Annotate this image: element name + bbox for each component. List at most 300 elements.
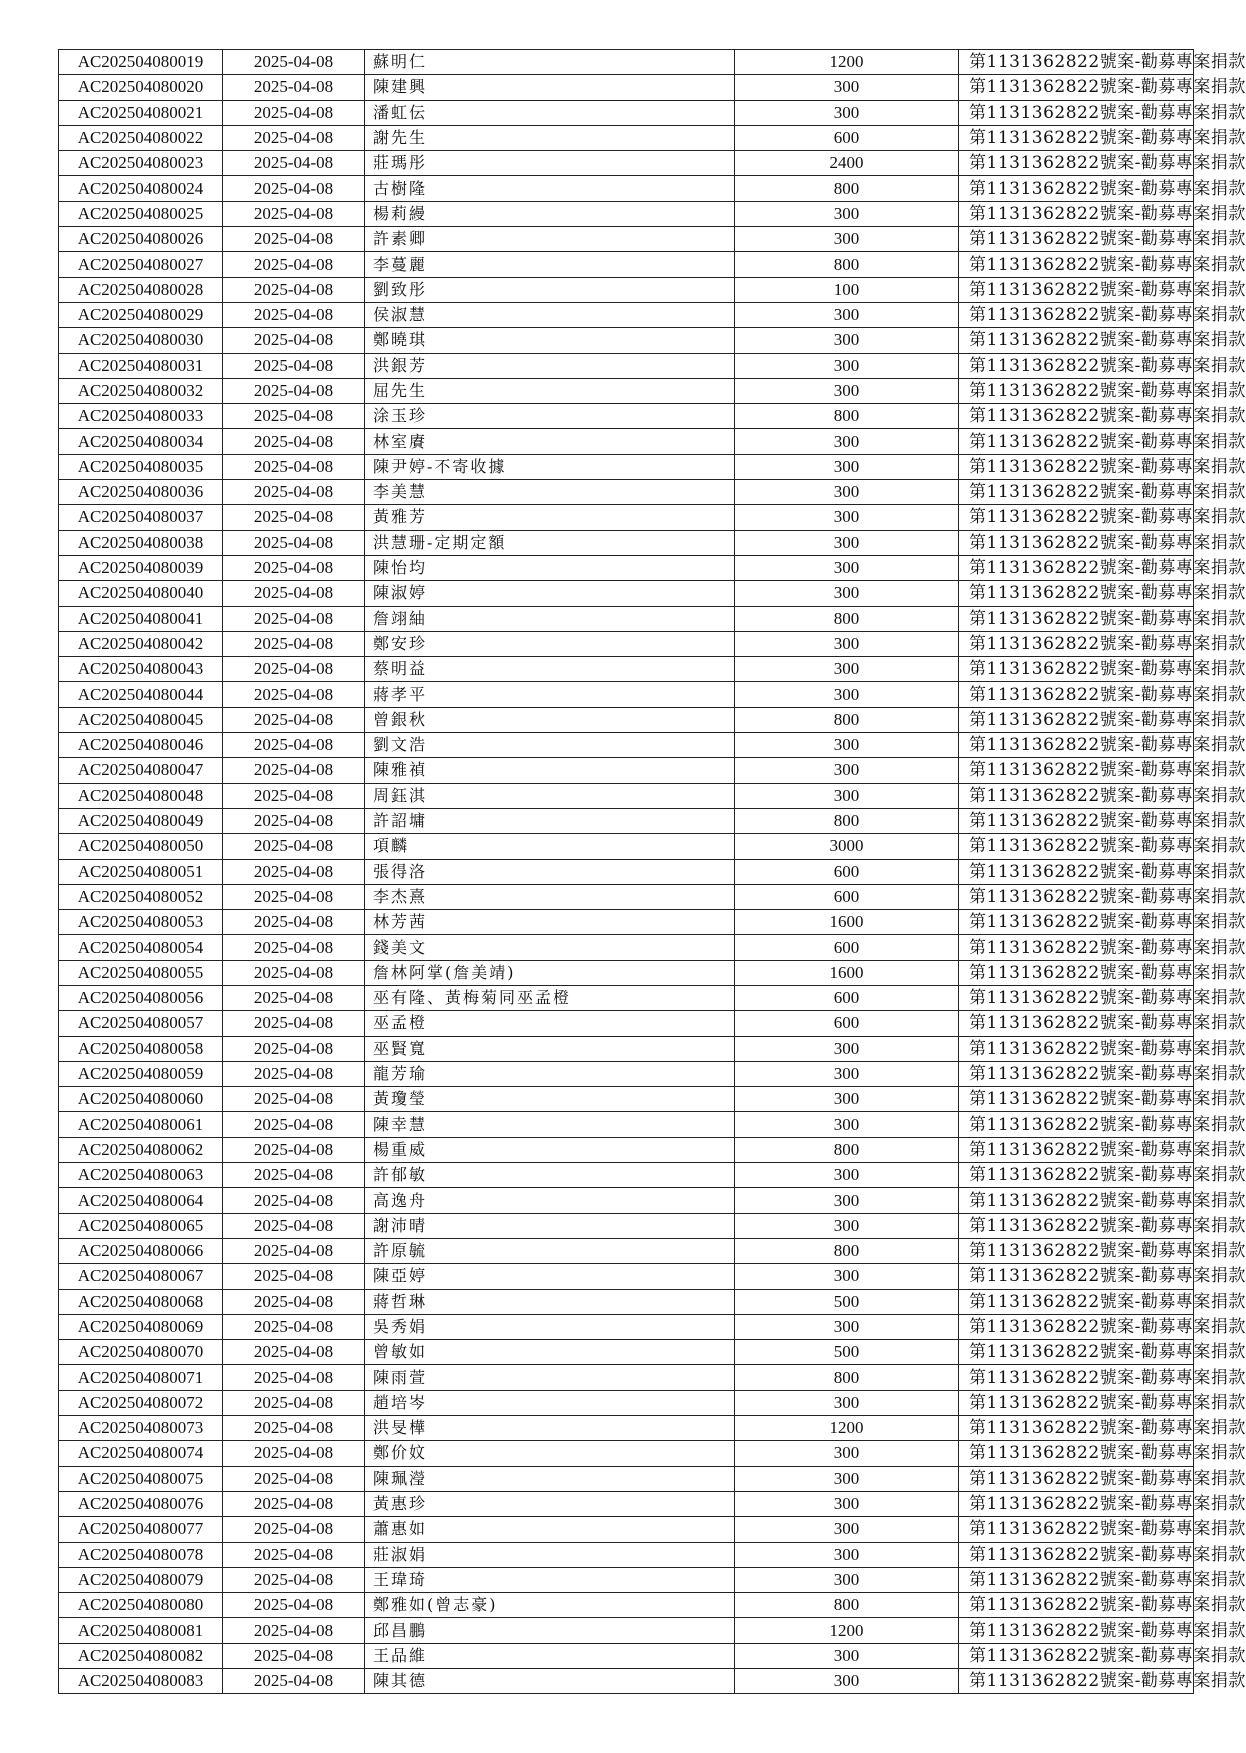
note-cell: 第1131362822號案-勸募專案捐款 [959,1163,1194,1188]
table-row [59,1542,1194,1567]
date-cell: 2025-04-08 [223,1567,365,1592]
note-cell: 第1131362822號案-勸募專案捐款 [959,1061,1194,1086]
donor-name-cell: 巫孟橙 [365,1011,735,1036]
date-cell: 2025-04-08 [223,252,365,277]
donor-name-cell: 詹林阿掌(詹美靖) [365,960,735,985]
donor-name-cell: 曾敏如 [365,1340,735,1365]
receipt-id-cell: AC202504080083 [59,1669,223,1694]
receipt-id-cell: AC202504080081 [59,1618,223,1643]
receipt-id-cell: AC202504080079 [59,1567,223,1592]
amount-cell: 800 [735,606,959,631]
note-cell: 第1131362822號案-勸募專案捐款 [959,75,1194,100]
note-cell: 第1131362822號案-勸募專案捐款 [959,151,1194,176]
donor-name-cell: 莊淑娟 [365,1542,735,1567]
date-cell: 2025-04-08 [223,631,365,656]
table-row [59,1087,1194,1112]
donor-name-cell: 陳珮瀅 [365,1466,735,1491]
table-row [59,859,1194,884]
table-row [59,1441,1194,1466]
receipt-id-cell: AC202504080065 [59,1213,223,1238]
donor-name-cell: 陳尹婷-不寄收據 [365,454,735,479]
amount-cell: 300 [735,1542,959,1567]
receipt-id-cell: AC202504080038 [59,530,223,555]
receipt-id-cell: AC202504080035 [59,454,223,479]
donor-name-cell: 古樹隆 [365,176,735,201]
note-cell: 第1131362822號案-勸募專案捐款 [959,100,1194,125]
table-row [59,1466,1194,1491]
note-cell: 第1131362822號案-勸募專案捐款 [959,1441,1194,1466]
date-cell: 2025-04-08 [223,353,365,378]
donor-name-cell: 林室賡 [365,429,735,454]
amount-cell: 800 [735,252,959,277]
date-cell: 2025-04-08 [223,151,365,176]
donor-name-cell: 吳秀娟 [365,1314,735,1339]
donor-name-cell: 黃惠珍 [365,1491,735,1516]
note-cell: 第1131362822號案-勸募專案捐款 [959,1669,1194,1694]
note-cell: 第1131362822號案-勸募專案捐款 [959,1365,1194,1390]
donor-name-cell: 楊莉縵 [365,201,735,226]
table-row [59,1517,1194,1542]
table-row [59,1643,1194,1668]
donor-name-cell: 陳淑婷 [365,581,735,606]
receipt-id-cell: AC202504080064 [59,1188,223,1213]
amount-cell: 800 [735,1593,959,1618]
receipt-id-cell: AC202504080062 [59,1137,223,1162]
amount-cell: 1600 [735,960,959,985]
date-cell: 2025-04-08 [223,1618,365,1643]
amount-cell: 1200 [735,1416,959,1441]
amount-cell: 300 [735,783,959,808]
amount-cell: 1600 [735,910,959,935]
note-cell: 第1131362822號案-勸募專案捐款 [959,960,1194,985]
receipt-id-cell: AC202504080034 [59,429,223,454]
table-row [59,1137,1194,1162]
donor-name-cell: 黃雅芳 [365,505,735,530]
date-cell: 2025-04-08 [223,1289,365,1314]
donor-name-cell: 洪慧珊-定期定額 [365,530,735,555]
donor-name-cell: 楊重威 [365,1137,735,1162]
date-cell: 2025-04-08 [223,1061,365,1086]
date-cell: 2025-04-08 [223,75,365,100]
donor-name-cell: 蕭惠如 [365,1517,735,1542]
table-row [59,707,1194,732]
date-cell: 2025-04-08 [223,328,365,353]
amount-cell: 300 [735,328,959,353]
note-cell: 第1131362822號案-勸募專案捐款 [959,783,1194,808]
donor-name-cell: 蘇明仁 [365,50,735,75]
date-cell: 2025-04-08 [223,707,365,732]
table-row [59,75,1194,100]
table-row [59,100,1194,125]
note-cell: 第1131362822號案-勸募專案捐款 [959,657,1194,682]
table-row [59,657,1194,682]
note-cell: 第1131362822號案-勸募專案捐款 [959,1011,1194,1036]
amount-cell: 600 [735,884,959,909]
note-cell: 第1131362822號案-勸募專案捐款 [959,1491,1194,1516]
note-cell: 第1131362822號案-勸募專案捐款 [959,201,1194,226]
note-cell: 第1131362822號案-勸募專案捐款 [959,935,1194,960]
table-row [59,530,1194,555]
note-cell: 第1131362822號案-勸募專案捐款 [959,252,1194,277]
donor-name-cell: 項麟 [365,834,735,859]
receipt-id-cell: AC202504080048 [59,783,223,808]
receipt-id-cell: AC202504080070 [59,1340,223,1365]
donor-name-cell: 鄭安珍 [365,631,735,656]
amount-cell: 300 [735,100,959,125]
receipt-id-cell: AC202504080051 [59,859,223,884]
note-cell: 第1131362822號案-勸募專案捐款 [959,631,1194,656]
date-cell: 2025-04-08 [223,1112,365,1137]
receipt-id-cell: AC202504080071 [59,1365,223,1390]
donor-name-cell: 許郁敏 [365,1163,735,1188]
note-cell: 第1131362822號案-勸募專案捐款 [959,758,1194,783]
note-cell: 第1131362822號案-勸募專案捐款 [959,606,1194,631]
receipt-id-cell: AC202504080047 [59,758,223,783]
amount-cell: 300 [735,1213,959,1238]
donor-name-cell: 錢美文 [365,935,735,960]
date-cell: 2025-04-08 [223,985,365,1010]
amount-cell: 300 [735,1087,959,1112]
donor-name-cell: 謝沛晴 [365,1213,735,1238]
amount-cell: 300 [735,1163,959,1188]
date-cell: 2025-04-08 [223,429,365,454]
date-cell: 2025-04-08 [223,1466,365,1491]
note-cell: 第1131362822號案-勸募專案捐款 [959,378,1194,403]
table-row [59,1593,1194,1618]
amount-cell: 2400 [735,151,959,176]
table-row [59,581,1194,606]
amount-cell: 600 [735,859,959,884]
amount-cell: 300 [735,1491,959,1516]
receipt-id-cell: AC202504080029 [59,302,223,327]
note-cell: 第1131362822號案-勸募專案捐款 [959,277,1194,302]
amount-cell: 300 [735,1390,959,1415]
receipt-id-cell: AC202504080030 [59,328,223,353]
receipt-id-cell: AC202504080054 [59,935,223,960]
table-row [59,733,1194,758]
receipt-id-cell: AC202504080061 [59,1112,223,1137]
receipt-id-cell: AC202504080028 [59,277,223,302]
date-cell: 2025-04-08 [223,1340,365,1365]
date-cell: 2025-04-08 [223,758,365,783]
receipt-id-cell: AC202504080068 [59,1289,223,1314]
donor-name-cell: 周鈺淇 [365,783,735,808]
table-row [59,480,1194,505]
amount-cell: 1200 [735,1618,959,1643]
amount-cell: 600 [735,125,959,150]
donor-name-cell: 李杰熹 [365,884,735,909]
note-cell: 第1131362822號案-勸募專案捐款 [959,1416,1194,1441]
amount-cell: 800 [735,1137,959,1162]
note-cell: 第1131362822號案-勸募專案捐款 [959,1593,1194,1618]
amount-cell: 300 [735,378,959,403]
table-row [59,682,1194,707]
note-cell: 第1131362822號案-勸募專案捐款 [959,176,1194,201]
receipt-id-cell: AC202504080075 [59,1466,223,1491]
receipt-id-cell: AC202504080020 [59,75,223,100]
date-cell: 2025-04-08 [223,505,365,530]
donor-name-cell: 陳其德 [365,1669,735,1694]
amount-cell: 300 [735,75,959,100]
donor-name-cell: 巫有隆、黃梅菊同巫孟橙 [365,985,735,1010]
note-cell: 第1131362822號案-勸募專案捐款 [959,733,1194,758]
receipt-id-cell: AC202504080032 [59,378,223,403]
date-cell: 2025-04-08 [223,480,365,505]
table-row [59,1314,1194,1339]
amount-cell: 800 [735,707,959,732]
table-row [59,201,1194,226]
amount-cell: 300 [735,1036,959,1061]
note-cell: 第1131362822號案-勸募專案捐款 [959,1466,1194,1491]
receipt-id-cell: AC202504080041 [59,606,223,631]
donor-name-cell: 鄭曉琪 [365,328,735,353]
receipt-id-cell: AC202504080037 [59,505,223,530]
receipt-id-cell: AC202504080025 [59,201,223,226]
table-row [59,227,1194,252]
amount-cell: 600 [735,935,959,960]
table-row [59,783,1194,808]
amount-cell: 300 [735,505,959,530]
table-row [59,1390,1194,1415]
table-row [59,1491,1194,1516]
date-cell: 2025-04-08 [223,1163,365,1188]
donor-name-cell: 王瑋琦 [365,1567,735,1592]
amount-cell: 300 [735,758,959,783]
table-row [59,378,1194,403]
amount-cell: 300 [735,1669,959,1694]
date-cell: 2025-04-08 [223,125,365,150]
date-cell: 2025-04-08 [223,1036,365,1061]
amount-cell: 300 [735,429,959,454]
date-cell: 2025-04-08 [223,682,365,707]
donor-name-cell: 蔡明益 [365,657,735,682]
table-row [59,985,1194,1010]
date-cell: 2025-04-08 [223,910,365,935]
table-row [59,50,1194,75]
amount-cell: 800 [735,176,959,201]
amount-cell: 300 [735,1188,959,1213]
table-row [59,1238,1194,1263]
note-cell: 第1131362822號案-勸募專案捐款 [959,404,1194,429]
date-cell: 2025-04-08 [223,227,365,252]
note-cell: 第1131362822號案-勸募專案捐款 [959,1618,1194,1643]
date-cell: 2025-04-08 [223,783,365,808]
note-cell: 第1131362822號案-勸募專案捐款 [959,429,1194,454]
receipt-id-cell: AC202504080049 [59,808,223,833]
donor-name-cell: 陳怡均 [365,555,735,580]
amount-cell: 300 [735,1567,959,1592]
receipt-id-cell: AC202504080073 [59,1416,223,1441]
receipt-id-cell: AC202504080031 [59,353,223,378]
date-cell: 2025-04-08 [223,530,365,555]
receipt-id-cell: AC202504080043 [59,657,223,682]
receipt-id-cell: AC202504080042 [59,631,223,656]
note-cell: 第1131362822號案-勸募專案捐款 [959,227,1194,252]
receipt-id-cell: AC202504080026 [59,227,223,252]
receipt-id-cell: AC202504080045 [59,707,223,732]
table-row [59,808,1194,833]
note-cell: 第1131362822號案-勸募專案捐款 [959,1340,1194,1365]
table-row [59,404,1194,429]
amount-cell: 500 [735,1340,959,1365]
table-row [59,1340,1194,1365]
amount-cell: 300 [735,1441,959,1466]
note-cell: 第1131362822號案-勸募專案捐款 [959,480,1194,505]
note-cell: 第1131362822號案-勸募專案捐款 [959,328,1194,353]
table-row [59,758,1194,783]
note-cell: 第1131362822號案-勸募專案捐款 [959,834,1194,859]
date-cell: 2025-04-08 [223,859,365,884]
donor-name-cell: 趙培岑 [365,1390,735,1415]
donor-name-cell: 屈先生 [365,378,735,403]
date-cell: 2025-04-08 [223,555,365,580]
table-row [59,1112,1194,1137]
amount-cell: 600 [735,985,959,1010]
table-row [59,1618,1194,1643]
date-cell: 2025-04-08 [223,1238,365,1263]
table-row [59,1416,1194,1441]
date-cell: 2025-04-08 [223,201,365,226]
note-cell: 第1131362822號案-勸募專案捐款 [959,555,1194,580]
table-row [59,834,1194,859]
receipt-id-cell: AC202504080033 [59,404,223,429]
date-cell: 2025-04-08 [223,1365,365,1390]
amount-cell: 300 [735,1314,959,1339]
note-cell: 第1131362822號案-勸募專案捐款 [959,859,1194,884]
note-cell: 第1131362822號案-勸募專案捐款 [959,1289,1194,1314]
table-row [59,328,1194,353]
date-cell: 2025-04-08 [223,454,365,479]
receipt-id-cell: AC202504080058 [59,1036,223,1061]
note-cell: 第1131362822號案-勸募專案捐款 [959,581,1194,606]
amount-cell: 1200 [735,50,959,75]
donor-name-cell: 高逸舟 [365,1188,735,1213]
note-cell: 第1131362822號案-勸募專案捐款 [959,985,1194,1010]
donor-name-cell: 曾銀秋 [365,707,735,732]
amount-cell: 500 [735,1289,959,1314]
date-cell: 2025-04-08 [223,1390,365,1415]
table-row [59,353,1194,378]
date-cell: 2025-04-08 [223,50,365,75]
receipt-id-cell: AC202504080082 [59,1643,223,1668]
date-cell: 2025-04-08 [223,1491,365,1516]
date-cell: 2025-04-08 [223,176,365,201]
receipt-id-cell: AC202504080024 [59,176,223,201]
table-row [59,1669,1194,1694]
date-cell: 2025-04-08 [223,404,365,429]
receipt-id-cell: AC202504080077 [59,1517,223,1542]
date-cell: 2025-04-08 [223,606,365,631]
table-row [59,176,1194,201]
amount-cell: 100 [735,277,959,302]
donor-name-cell: 莊瑪彤 [365,151,735,176]
date-cell: 2025-04-08 [223,378,365,403]
date-cell: 2025-04-08 [223,302,365,327]
note-cell: 第1131362822號案-勸募專案捐款 [959,1112,1194,1137]
amount-cell: 300 [735,1643,959,1668]
receipt-id-cell: AC202504080040 [59,581,223,606]
amount-cell: 300 [735,480,959,505]
amount-cell: 800 [735,808,959,833]
receipt-id-cell: AC202504080044 [59,682,223,707]
date-cell: 2025-04-08 [223,1213,365,1238]
table-row [59,1567,1194,1592]
date-cell: 2025-04-08 [223,1416,365,1441]
amount-cell: 300 [735,353,959,378]
date-cell: 2025-04-08 [223,1314,365,1339]
amount-cell: 300 [735,555,959,580]
donor-name-cell: 陳雨萱 [365,1365,735,1390]
donor-name-cell: 張得洛 [365,859,735,884]
table-row [59,1011,1194,1036]
date-cell: 2025-04-08 [223,834,365,859]
table-row [59,252,1194,277]
amount-cell: 300 [735,227,959,252]
date-cell: 2025-04-08 [223,960,365,985]
receipt-id-cell: AC202504080039 [59,555,223,580]
donor-name-cell: 陳雅禎 [365,758,735,783]
donor-name-cell: 涂玉珍 [365,404,735,429]
donor-name-cell: 侯淑慧 [365,302,735,327]
amount-cell: 3000 [735,834,959,859]
note-cell: 第1131362822號案-勸募專案捐款 [959,1643,1194,1668]
receipt-id-cell: AC202504080078 [59,1542,223,1567]
donor-name-cell: 許原毓 [365,1238,735,1263]
table-row [59,960,1194,985]
table-row [59,151,1194,176]
receipt-id-cell: AC202504080055 [59,960,223,985]
note-cell: 第1131362822號案-勸募專案捐款 [959,505,1194,530]
amount-cell: 300 [735,1264,959,1289]
donor-name-cell: 鄭雅如(曾志豪) [365,1593,735,1618]
note-cell: 第1131362822號案-勸募專案捐款 [959,1264,1194,1289]
table-row [59,631,1194,656]
donor-name-cell: 許詔墉 [365,808,735,833]
donor-name-cell: 潘虹伝 [365,100,735,125]
receipt-id-cell: AC202504080019 [59,50,223,75]
amount-cell: 800 [735,404,959,429]
date-cell: 2025-04-08 [223,1264,365,1289]
donor-name-cell: 陳幸慧 [365,1112,735,1137]
note-cell: 第1131362822號案-勸募專案捐款 [959,1087,1194,1112]
date-cell: 2025-04-08 [223,1087,365,1112]
amount-cell: 300 [735,1061,959,1086]
table-row [59,277,1194,302]
note-cell: 第1131362822號案-勸募專案捐款 [959,1188,1194,1213]
note-cell: 第1131362822號案-勸募專案捐款 [959,808,1194,833]
receipt-id-cell: AC202504080053 [59,910,223,935]
donor-name-cell: 鄭价妏 [365,1441,735,1466]
amount-cell: 300 [735,631,959,656]
amount-cell: 300 [735,1112,959,1137]
note-cell: 第1131362822號案-勸募專案捐款 [959,1137,1194,1162]
note-cell: 第1131362822號案-勸募專案捐款 [959,302,1194,327]
donor-name-cell: 李美慧 [365,480,735,505]
note-cell: 第1131362822號案-勸募專案捐款 [959,1390,1194,1415]
donor-name-cell: 陳亞婷 [365,1264,735,1289]
amount-cell: 300 [735,201,959,226]
date-cell: 2025-04-08 [223,1011,365,1036]
note-cell: 第1131362822號案-勸募專案捐款 [959,454,1194,479]
date-cell: 2025-04-08 [223,100,365,125]
receipt-id-cell: AC202504080027 [59,252,223,277]
table-row [59,606,1194,631]
table-row [59,1036,1194,1061]
note-cell: 第1131362822號案-勸募專案捐款 [959,125,1194,150]
table-row [59,1188,1194,1213]
receipt-id-cell: AC202504080023 [59,151,223,176]
date-cell: 2025-04-08 [223,1441,365,1466]
